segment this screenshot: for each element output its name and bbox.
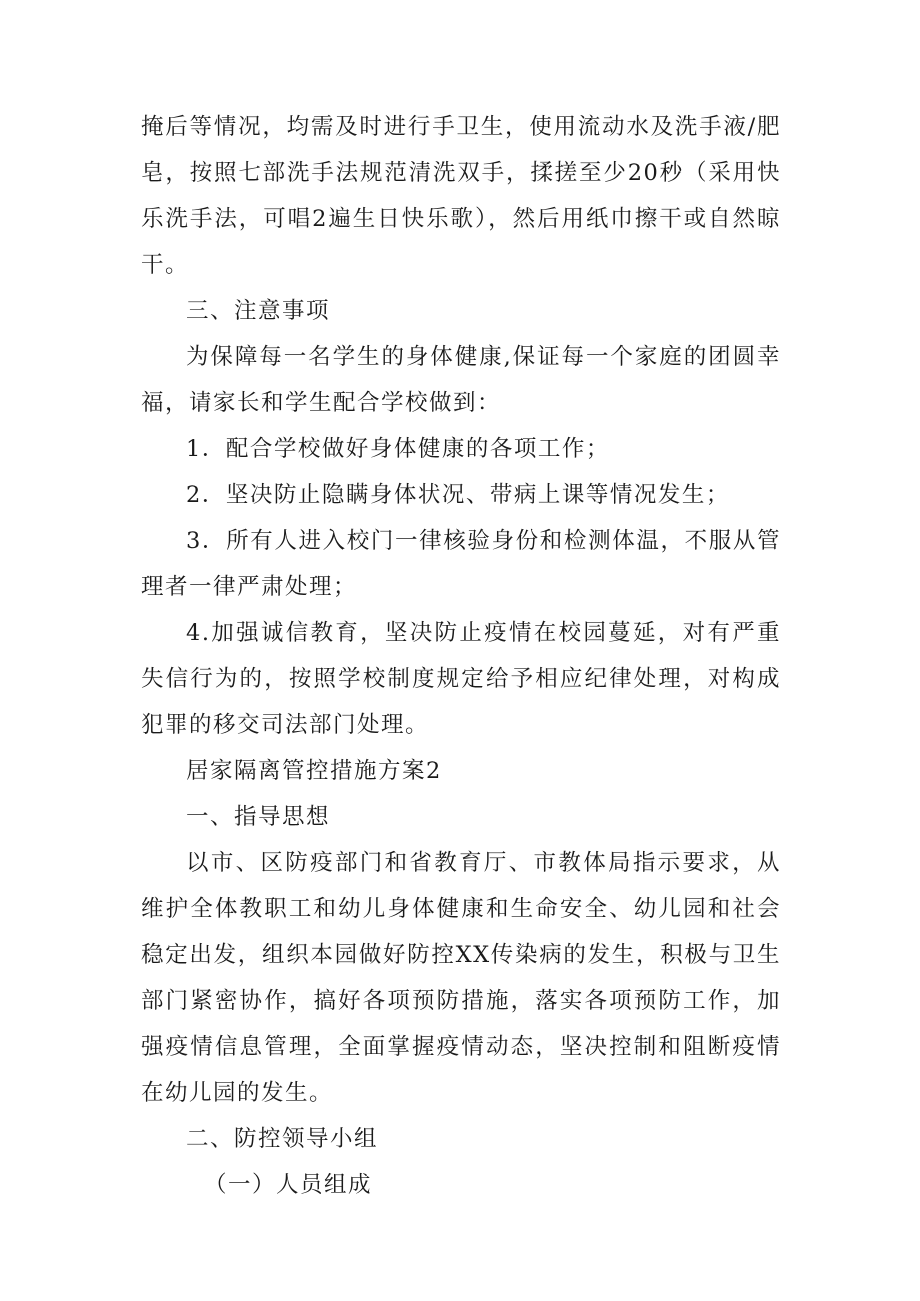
section-heading-leadership-group: 二、防控领导小组 <box>186 1126 379 1152</box>
list-item-1: 1．配合学校做好身体健康的各项工作； <box>186 436 610 462</box>
section-heading-guiding-thought: 一、指导思想 <box>186 804 331 830</box>
document-body <box>141 104 781 1208</box>
paragraph-intro: 为保障每一名学生的身体健康,保证每一个家庭的团圆幸福，请家长和学生配合学校做到： <box>141 344 781 416</box>
document-subtitle: 居家隔离管控措施方案2 <box>186 758 442 784</box>
section-heading-precautions: 三、注意事项 <box>186 298 331 324</box>
paragraph-guiding-thought: 以市、区防疫部门和省教育厅、市教体局指示要求，从维护全体教职工和幼儿身体健康和生命安全、幼儿园和社会稳定出发，组织本园做好防控XX传染病的发生，积极与卫生部门紧密协作，搞好各项预防措施，落实各项预防工作，加强疫情信息管理，全面掌握疫情动态，坚决控制和阻断疫情在幼儿园的发生。 <box>141 850 781 1106</box>
paragraph-handwashing: 掩后等情况，均需及时进行手卫生，使用流动水及洗手液/肥皂，按照七部洗手法规范清洗双手，揉搓至少20秒（采用快乐洗手法，可唱2遍生日快乐歌），然后用纸巾擦干或自然晾干。 <box>141 114 781 278</box>
list-item-3: 3．所有人进入校门一律核验身份和检测体温，不服从管理者一律严肃处理； <box>141 528 781 600</box>
list-item-2: 2．坚决防止隐瞒身体状况、带病上课等情况发生； <box>186 482 730 508</box>
subsection-heading-members: （一）人员组成 <box>204 1172 373 1198</box>
list-item-4: 4.加强诚信教育，坚决防止疫情在校园蔓延，对有严重失信行为的，按照学校制度规定给予相应纪律处理，对构成犯罪的移交司法部门处理。 <box>141 620 781 738</box>
